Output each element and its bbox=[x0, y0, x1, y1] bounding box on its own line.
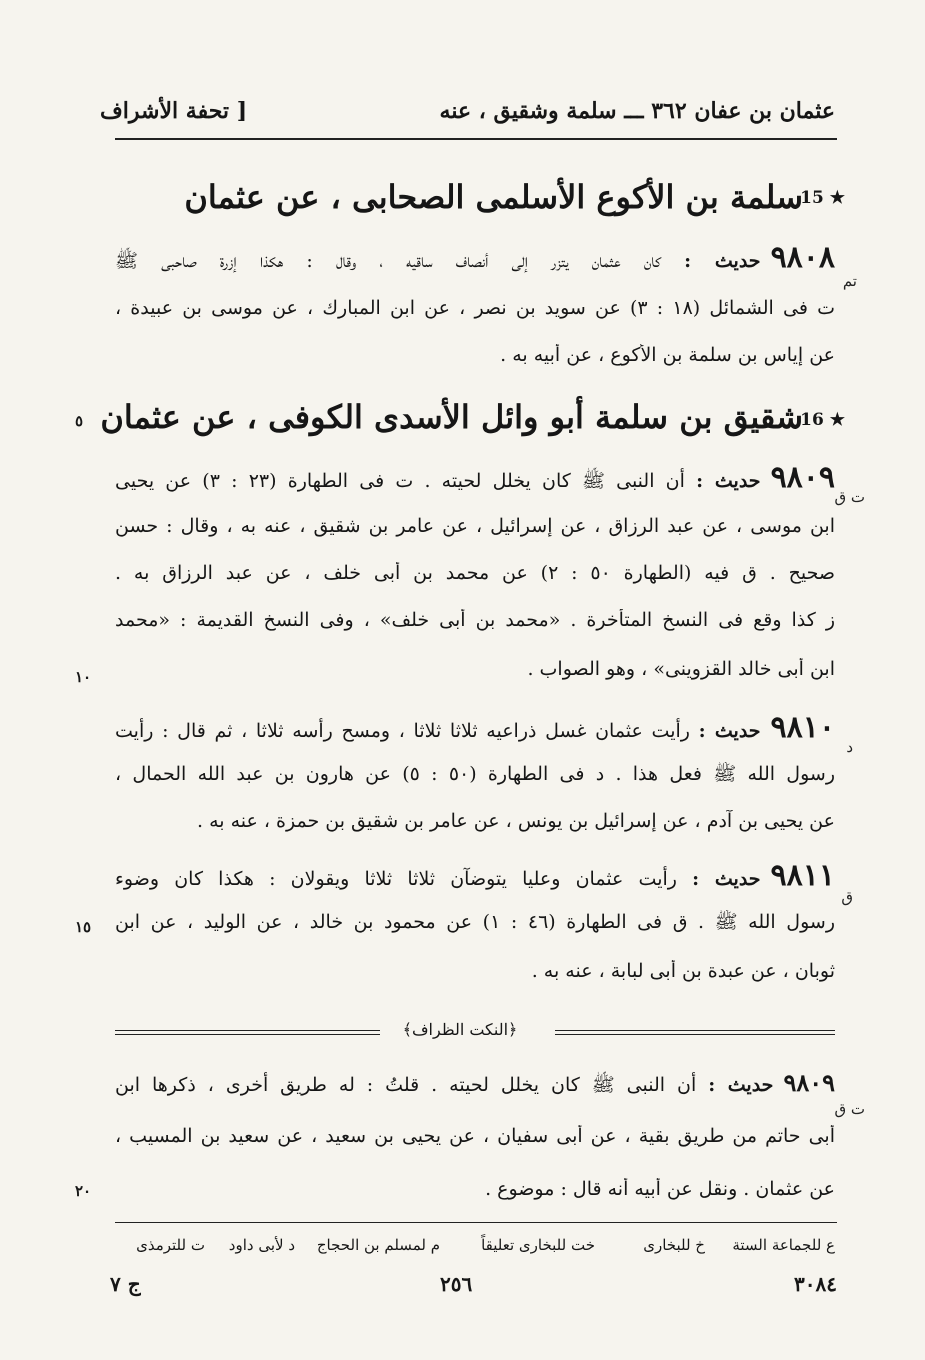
abbr-tirmidhi: ت للترمذى bbox=[136, 1236, 205, 1254]
nukat-9809-line-2: أبى حاتم من طريق بقية ، عن أبى سفيان ، عن يحيى بن سعيد ، عن سعيد بن المسيب ، bbox=[115, 1125, 835, 1147]
section-number-16: 16 ★ bbox=[800, 410, 845, 430]
hadith-9809-siglum: ت ق bbox=[834, 488, 865, 506]
volume-number: ج ٧ bbox=[110, 1272, 141, 1296]
hadith-9811-siglum: ق bbox=[841, 888, 853, 906]
section-number-15: 15 ★ bbox=[800, 188, 845, 208]
section-heading-shaqiq: شقيق بن سلمة أبو وائل الأسدى الكوفى ، عن عثمان bbox=[100, 398, 803, 436]
divider-title: ﴿النكت الظراف﴾ bbox=[402, 1020, 518, 1039]
hadith-9809-line-5: ابن أبى خالد القزوينى» ، وهو الصواب . bbox=[527, 658, 835, 680]
divider-rule-left bbox=[115, 1030, 380, 1035]
star-icon: ★ bbox=[829, 410, 845, 430]
footer-right-number: ٣٠٨٤ bbox=[794, 1272, 837, 1296]
abbr-bukhari-taliq: خت للبخارى تعليقاً bbox=[481, 1236, 595, 1254]
header-rule bbox=[115, 138, 837, 140]
nukat-9809-line-3: عن عثمان . ونقل عن أبيه أنه قال : موضوع . bbox=[485, 1178, 835, 1200]
hadith-9808-line-3: عن إياس بن سلمة بن الأكوع ، عن أبيه به . bbox=[500, 344, 835, 366]
abbr-abu-dawud: د لأبى داود bbox=[228, 1236, 295, 1254]
running-header-right: عثمان بن عفان ٣٦٢ ـــ سلمة وشقيق ، عنه bbox=[439, 98, 835, 124]
margin-line-number-5: ٥ bbox=[75, 412, 84, 430]
nukat-9809-siglum: ت ق bbox=[834, 1100, 865, 1118]
abbr-bukhari: خ للبخارى bbox=[643, 1236, 705, 1254]
hadith-9809-line-2: ابن موسى ، عن عبد الرزاق ، عن إسرائيل ، عن عامر بن شقيق ، عنه به ، وقال : حسن bbox=[115, 515, 835, 537]
margin-line-number-20: ٢٠ bbox=[75, 1182, 92, 1200]
hadith-9808-line-2: ت فى الشمائل (١٨ : ٣) عن سويد بن نصر ، عن ابن المبارك ، عن موسى بن عبيدة ، bbox=[115, 297, 835, 319]
hadith-9809-line-3: صحيح . ق فيه (الطهارة ٥٠ : ٢) عن محمد بن أبى خلف ، عن عبد الرزاق به . bbox=[115, 562, 835, 584]
abbr-muslim: م لمسلم بن الحجاج bbox=[316, 1236, 440, 1254]
nukat-9809-line-1: ٩٨٠٩حديث : أن النبى ﷺ كان يخلل لحيته . قلتُ : له طريق أخرى ، ذكرها ابن bbox=[115, 1068, 835, 1097]
running-header-left: [ تحفة الأشراف bbox=[100, 98, 248, 124]
hadith-9809-line-4: ز كذا وقع فى النسخ المتأخرة . «محمد بن أبى خلف» ، وفى النسخ القديمة : «محمد bbox=[115, 609, 835, 631]
hadith-9809-line-1: ٩٨٠٩حديث : أن النبى ﷺ كان يخلل لحيته . ت فى الطهارة (٢٣ : ٣) عن يحيى bbox=[115, 460, 835, 495]
hadith-9810-line-3: عن يحيى بن آدم ، عن إسرائيل بن يونس ، عن عامر بن شقيق بن حمزة ، عنه به . bbox=[196, 810, 835, 832]
hadith-9810-line-1: ٩٨١٠حديث : رأيت عثمان غسل ذراعيه ثلاثا ثلاثا ، ومسح رأسه ثلاثا ، ثم قال : رأيت bbox=[115, 710, 835, 745]
footnote-rule bbox=[115, 1222, 837, 1223]
hadith-9810-siglum: د bbox=[846, 738, 853, 756]
hadith-9810-line-2: رسول الله ﷺ فعل هذا . د فى الطهارة (٥٠ : ٥) عن هارون بن عبد الله الحمال ، bbox=[115, 763, 835, 785]
section-heading-salama: سلمة بن الأكوع الأسلمى الصحابى ، عن عثمان bbox=[184, 178, 803, 216]
hadith-9808-line-1: ٩٨٠٨حديث : كان عثمان يتزر إلى أنصاف ساقيه ، وقال : هكذا إزرة صاحبى ﷺ bbox=[115, 240, 835, 275]
star-icon: ★ bbox=[829, 188, 845, 208]
margin-line-number-10: ١٠ bbox=[75, 668, 92, 686]
hadith-9808-siglum: تم bbox=[842, 272, 857, 290]
hadith-9811-line-1: ٩٨١١حديث : رأيت عثمان وعليا يتوضآن ثلاثا ثلاثا ويقولان : هكذا كان وضوء bbox=[115, 858, 835, 893]
page-number: ٢٥٦ bbox=[440, 1272, 473, 1296]
abbr-jamaa: ع للجماعة الستة bbox=[732, 1236, 835, 1254]
margin-line-number-15: ١٥ bbox=[75, 918, 92, 936]
hadith-9811-line-3: ثوبان ، عن عبدة بن أبى لبابة ، عنه به . bbox=[531, 960, 835, 982]
hadith-9811-line-2: رسول الله ﷺ . ق فى الطهارة (٤٦ : ١) عن محمود بن خالد ، عن الوليد ، عن ابن bbox=[115, 911, 835, 933]
divider-rule-right bbox=[555, 1030, 835, 1035]
